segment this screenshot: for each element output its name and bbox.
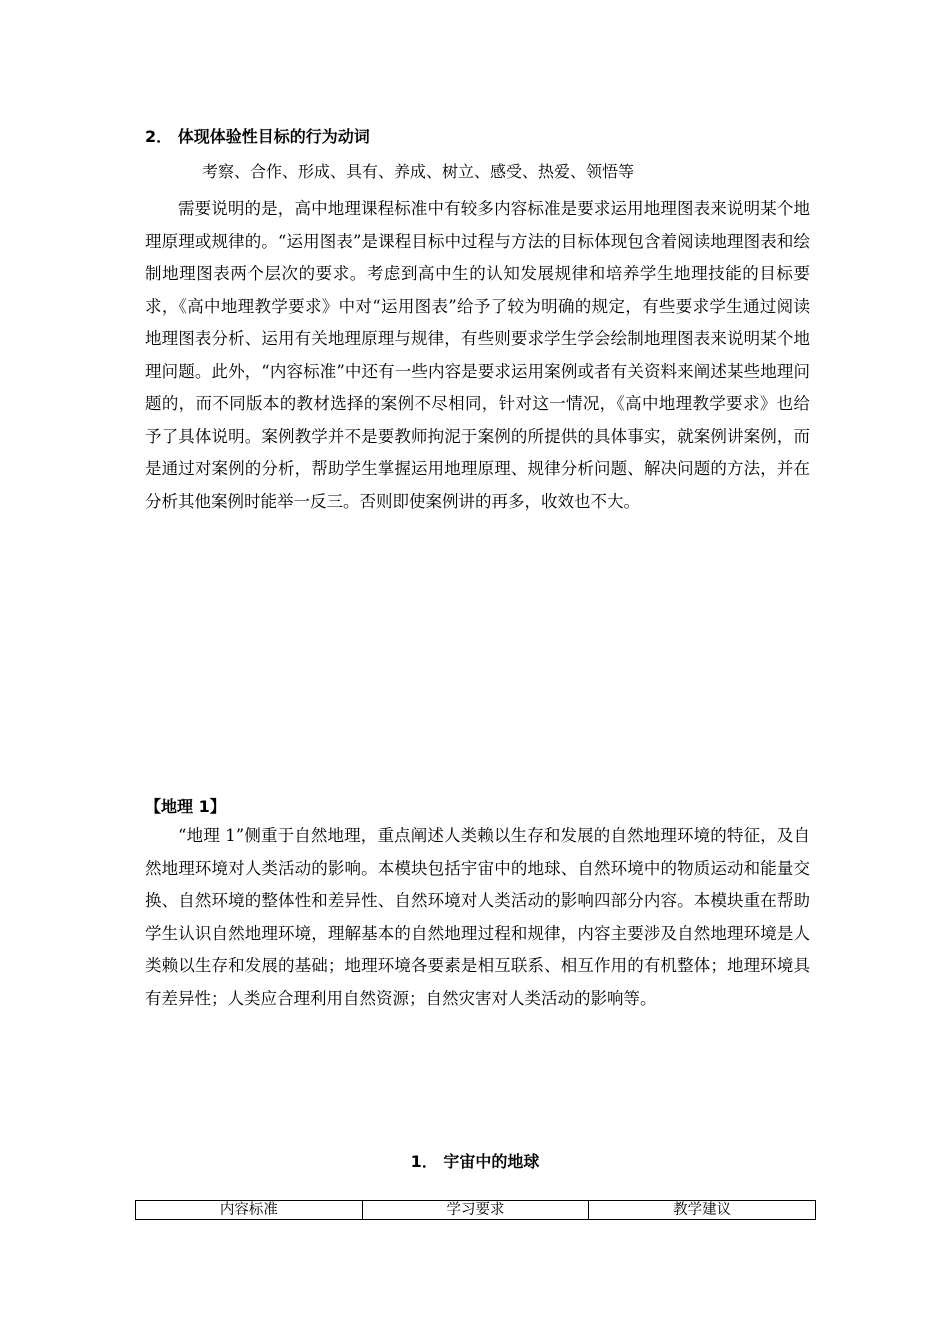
section-heading-behavior-verbs: 2． 体现体验性目标的行为动词 (145, 127, 370, 146)
verb-list: 考察、合作、形成、具有、养成、树立、感受、热爱、领悟等 (202, 162, 635, 181)
table-header-content-standard: 内容标准 (136, 1201, 363, 1220)
section-title-earth-in-universe: 1． 宇宙中的地球 (410, 1152, 540, 1171)
content-standard-table (135, 1200, 816, 1220)
table-header-row (136, 1201, 816, 1220)
module-title-geography-1: 【地理 1】 (145, 797, 226, 816)
paragraph-module-description: “地理 1”侧重于自然地理，重点阐述人类赖以生存和发展的自然地理环境的特征，及自然地理环境对人类活动的影响。本模块包括宇宙中的地球、自然环境中的物质运动和能量交换、自然环境的整体性和差异性、自然环境对人类活动的影响四部分内容。本模块重在帮助学生认识自然地理环境，理解基本的自然地理过程和规律，内容主要涉及自然地理环境是人类赖以生存和发展的基础；地理环境各要素是相互联系、相互作用的有机整体；地理环境具有差异性；人类应合理利用自然资源；自然灾害对人类活动的影响等。 (145, 826, 810, 1008)
table-header-teaching-suggestion: 教学建议 (589, 1201, 816, 1220)
paragraph-chart-usage: 需要说明的是，高中地理课程标准中有较多内容标准是要求运用地理图表来说明某个地理原理或规律的。“运用图表”是课程目标中过程与方法的目标体现包含着阅读地理图表和绘制地理图表两个层次的要求。考虑到高中生的认知发展规律和培养学生地理技能的目标要求，《高中地理教学要求》中对“运用图表”给予了较为明确的规定，有些要求学生通过阅读地理图表分析、运用有关地理原理与规律，有些则要求学生学会绘制地理图表来说明某个地理问题。此外，“内容标准”中还有一些内容是要求运用案例或者有关资料来阐述某些地理问题的，而不同版本的教材选择的案例不尽相同，针对这一情况，《高中地理教学要求》也给予了具体说明。案例教学并不是要教师拘泥于案例的所提供的具体事实，就案例讲案例，而是通过对案例的分析，帮助学生掌握运用地理原理、规律分析问题、解决问题的方法，并在分析其他案例时能举一反三。否则即使案例讲的再多，收效也不大。 (145, 199, 810, 511)
table-header-learning-requirement: 学习要求 (362, 1201, 589, 1220)
